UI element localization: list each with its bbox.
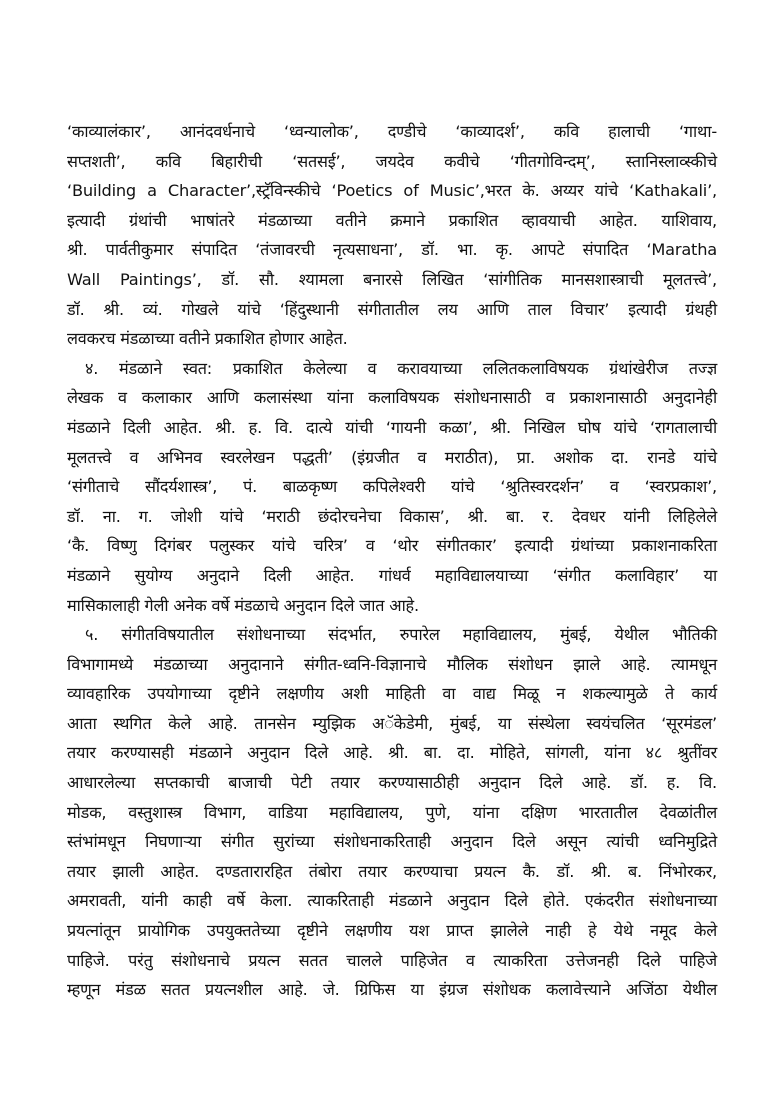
text-line: डॉ. ना. ग. जोशी यांचे ‘मराठी छंदोरचनेचा विकास’, श्री. बा. र. देवधर यांनी लिहिलेले bbox=[67, 506, 717, 526]
text-line: स्तंभांमधून निघणाऱ्या संगीत सुरांच्या संशोधनाकरिताही अनुदान दिले असून त्यांची ध्वनिमुद्रिते bbox=[67, 832, 717, 852]
paragraph-5 bbox=[67, 620, 717, 1005]
text-line: व्यावहारिक उपयोगाच्या दृष्टीने लक्षणीय अशी माहिती वा वाद्य मिळू न शकल्यामुळे ते कार्य bbox=[67, 684, 717, 704]
text-line: तयार झाली आहेत. दण्डतारारहित तंबोरा तयार करण्याचा प्रयत्न कै. डॉ. श्री. ब. निंभोरकर, bbox=[67, 861, 717, 881]
paragraph-4 bbox=[67, 354, 717, 620]
text-line: डॉ. श्री. व्यं. गोखले यांचे ‘हिंदुस्थानी संगीतातील लय आणि ताल विचार’ इत्यादी ग्रंथही bbox=[67, 299, 717, 319]
text-line: आता स्थगित केले आहे. तानसेन म्युझिक अॅकेडेमी, मुंबई, या संस्थेला स्वयंचलित ‘सूरमंडल’ bbox=[67, 713, 717, 733]
text-line: सप्तशती’, कवि बिहारीची ‘सतसई’, जयदेव कवीचे ‘गीतगोविन्दम्’, स्तानिस्लाव्स्कीचे bbox=[67, 151, 717, 171]
text-line: प्रयत्नांतून प्रायोगिक उपयुक्ततेच्या दृष्टीने लक्षणीय यश प्राप्त झालेले नाही हे येथे नमूद केले bbox=[67, 921, 717, 941]
paragraph-3-continued bbox=[67, 117, 717, 354]
text-line: ‘काव्यालंकार’, आनंदवर्धनाचे ‘ध्वन्यालोक’, दण्डीचे ‘काव्यादर्श’, कवि हालाची ‘गाथा- bbox=[67, 122, 717, 141]
text-line: ‘Building a Character’,स्ट्रॅविन्स्कीचे ‘Poetics of Music’,भरत के. अय्यर यांचे ‘Kathakali’, bbox=[67, 181, 717, 201]
text-line: अमरावती, यांनी काही वर्षे केला. त्याकरिताही मंडळाने अनुदान दिले होते. एकंदरीत संशोधनाच्या bbox=[67, 891, 717, 911]
text-line: आधारलेल्या सप्तकाची बाजाची पेटी तयार करण्यासाठीही अनुदान दिले आहे. डॉ. ह. वि. bbox=[67, 773, 717, 793]
text-line: ‘कै. विष्णु दिगंबर पलुस्कर यांचे चरित्र’ व ‘थोर संगीतकार’ इत्यादी ग्रंथांच्या प्रकाशनाकरिता bbox=[67, 536, 717, 556]
text-line: ५. संगीतविषयातील संशोधनाच्या संदर्भात, रुपारेल महाविद्यालय, मुंबई, येथील भौतिकी bbox=[85, 625, 717, 645]
text-line: ‘संगीताचे सौंदर्यशास्त्र’, पं. बाळकृष्ण कपिलेश्वरी यांचे ‘श्रुतिस्वरदर्शन’ व ‘स्वरप्रकाश’, bbox=[67, 477, 717, 497]
text-line: श्री. पार्वतीकुमार संपादित ‘तंजावरची नृत्यसाधना’, डॉ. भा. कृ. आपटे संपादित ‘Maratha bbox=[67, 240, 717, 260]
text-line: तयार करण्यासही मंडळाने अनुदान दिले आहे. श्री. बा. दा. मोहिते, सांगली, यांना ४८ श्रुतींवर bbox=[67, 743, 717, 763]
text-line: Wall Paintings’, डॉ. सौ. श्यामला बनारसे लिखित ‘सांगीतिक मानसशास्त्राची मूलतत्त्वे’, bbox=[67, 269, 717, 289]
document-page bbox=[67, 117, 717, 1005]
text-line: मंडळाने सुयोग्य अनुदाने दिली आहेत. गांधर्व महाविद्यालयाच्या ‘संगीत कलाविहार’ या bbox=[67, 565, 717, 585]
text-line: ४. मंडळाने स्वत: प्रकाशित केलेल्या व करावयाच्या ललितकलाविषयक ग्रंथांखेरीज तज्ज्ञ bbox=[85, 358, 717, 378]
text-line: मोडक, वस्तुशास्त्र विभाग, वाडिया महाविद्यालय, पुणे, यांना दक्षिण भारतातील देवळांतील bbox=[67, 802, 717, 822]
text-line: लेखक व कलाकार आणि कलासंस्था यांना कलाविषयक संशोधनासाठी व प्रकाशनासाठी अनुदानेही bbox=[67, 388, 717, 408]
text-line: इत्यादी ग्रंथांची भाषांतरे मंडळाच्या वतीने क्रमाने प्रकाशित व्हावयाची आहेत. याशिवाय, bbox=[67, 210, 717, 230]
text-line: मासिकालाही गेली अनेक वर्षे मंडळाचे अनुदान दिले जात आहे. bbox=[67, 595, 419, 615]
text-line: पाहिजे. परंतु संशोधनाचे प्रयत्न सतत चालले पाहिजेत व त्याकरिता उत्तेजनही दिले पाहिजे bbox=[67, 950, 717, 970]
text-line: लवकरच मंडळाच्या वतीने प्रकाशित होणार आहेत. bbox=[67, 329, 348, 349]
text-line: मूलतत्त्वे व अभिनव स्वरलेखन पद्धती’ (इंग्रजीत व मराठीत), प्रा. अशोक दा. रानडे यांचे bbox=[67, 447, 717, 467]
text-line: मंडळाने दिली आहेत. श्री. ह. वि. दात्ये यांची ‘गायनी कळा’, श्री. निखिल घोष यांचे ‘रागतालाची bbox=[67, 417, 717, 437]
text-line: विभागामध्ये मंडळाच्या अनुदानाने संगीत-ध्वनि-विज्ञानाचे मौलिक संशोधन झाले आहे. त्यामधून bbox=[67, 654, 717, 674]
text-line: म्हणून मंडळ सतत प्रयत्नशील आहे. जे. ग्रिफिस या इंग्रज संशोधक कलावेत्त्याने अजिंठा येथील bbox=[67, 980, 717, 1000]
